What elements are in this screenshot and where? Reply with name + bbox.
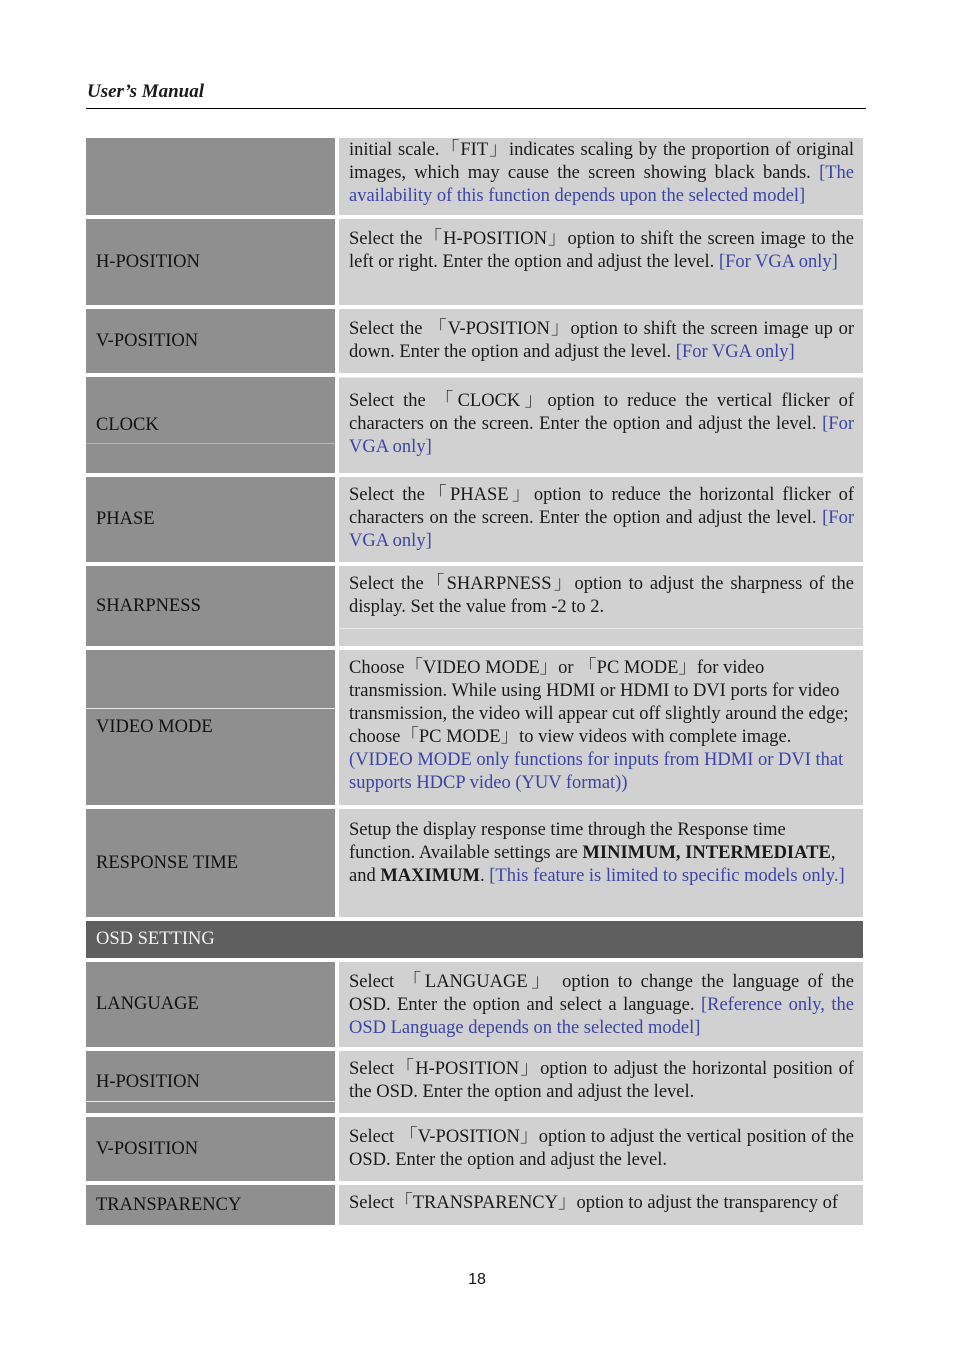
description-text: initial scale.「FIT」indicates scaling by the proportion of original images, which may cause the screen showing black bands.	[349, 140, 854, 183]
table-row	[86, 650, 863, 805]
row-label: V-POSITION	[86, 1117, 335, 1181]
row-description	[339, 650, 863, 805]
row-label: V-POSITION	[86, 309, 335, 373]
table-row	[86, 1051, 863, 1113]
row-label: SHARPNESS	[86, 566, 335, 646]
row-description	[339, 377, 863, 473]
table-row	[86, 138, 863, 215]
row-description	[339, 477, 863, 562]
description-text: Select the「SHARPNESS」option to adjust the sharpness of the display. Set the value from -2 to 2.	[349, 574, 854, 617]
row-description	[339, 1185, 863, 1225]
description-text: Select 「LANGUAGE」 option to change the language of the OSD. Enter the option and select a language.	[349, 972, 854, 1015]
row-label: H-POSITION	[86, 1051, 335, 1113]
row-description	[339, 219, 863, 305]
table-row	[86, 219, 863, 305]
settings-table	[86, 138, 863, 1229]
header-divider	[86, 108, 866, 109]
table-row	[86, 309, 863, 373]
description-text: .	[480, 866, 490, 886]
row-label	[86, 138, 335, 215]
row-description	[339, 1117, 863, 1181]
row-label: TRANSPARENCY	[86, 1185, 335, 1225]
description-note: [For VGA only]	[349, 414, 854, 457]
row-label: H-POSITION	[86, 219, 335, 305]
document-header-title: User’s Manual	[87, 81, 205, 102]
description-text: Select the「H-POSITION」option to shift the screen image to the left or right. Enter the option and adjust the level.	[349, 229, 854, 272]
row-label: VIDEO MODE	[86, 650, 335, 805]
setting-value-bold: MAXIMUM	[380, 866, 481, 886]
description-text: Select「H-POSITION」option to adjust the horizontal position of the OSD. Enter the option and adjust the level.	[349, 1059, 854, 1102]
table-row	[86, 1185, 863, 1225]
row-label: LANGUAGE	[86, 962, 335, 1047]
table-row	[86, 377, 863, 473]
description-note: [For VGA only]	[675, 342, 795, 362]
table-row	[86, 477, 863, 562]
table-row	[86, 962, 863, 1047]
table-row	[86, 566, 863, 646]
description-text: Choose「VIDEO MODE」or 「PC MODE」for video transmission. While using HDMI or HDMI to DVI ports for video transmission, the video will appear cut off slightly around the edge; choose「PC MODE」to view videos with complete image.	[349, 658, 849, 747]
table-row	[86, 1117, 863, 1181]
row-description	[339, 566, 863, 646]
description-text: Select the 「CLOCK」option to reduce the vertical flicker of characters on the screen. Enter the option and adjust the level.	[349, 391, 854, 434]
row-description	[339, 962, 863, 1047]
description-text: Select「TRANSPARENCY」option to adjust the transparency of	[349, 1193, 839, 1213]
page-number: 18	[468, 1271, 486, 1288]
description-note: [The availability of this function depends upon the selected model]	[349, 163, 854, 206]
row-description	[339, 809, 863, 917]
description-text: Setup the display response time through the Response time function. Available settings are	[349, 820, 786, 863]
row-description	[339, 309, 863, 373]
description-text: Select 「V-POSITION」option to adjust the vertical position of the OSD. Enter the option and adjust the level.	[349, 1127, 854, 1170]
description-note: [For VGA only]	[349, 508, 854, 551]
row-description	[339, 1051, 863, 1113]
table-row	[86, 809, 863, 917]
description-note: [For VGA only]	[718, 252, 838, 272]
row-label: CLOCK	[86, 377, 335, 473]
section-header: OSD SETTING	[86, 921, 863, 958]
description-text: Select the「PHASE」option to reduce the horizontal flicker of characters on the screen. Enter the option and adjust the level.	[349, 485, 854, 528]
description-note: (VIDEO MODE only functions for inputs from HDMI or DVI that supports HDCP video (YUV format))	[349, 750, 844, 793]
description-note: [Reference only, the OSD Language depends on the selected model]	[349, 995, 854, 1038]
row-label: PHASE	[86, 477, 335, 562]
setting-values-bold: MINIMUM, INTERMEDIATE	[582, 843, 831, 863]
description-text: , and	[349, 843, 836, 886]
description-note: [This feature is limited to specific models only.]	[489, 866, 845, 886]
description-text: Select the 「V-POSITION」option to shift the screen image up or down. Enter the option and adjust the level.	[349, 319, 854, 362]
row-description	[339, 138, 863, 215]
row-label: RESPONSE TIME	[86, 809, 335, 917]
